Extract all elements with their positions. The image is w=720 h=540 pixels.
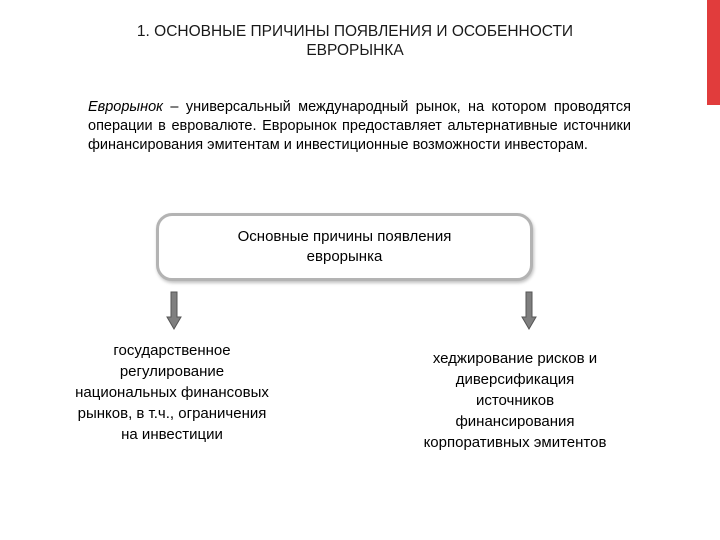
branch-right-line: хеджирование рисков и: [432, 350, 598, 367]
branch-left-line: государственное: [113, 342, 231, 359]
branch-right-line: корпоративных эмитентов: [423, 434, 607, 451]
branch-left-line: на инвестиции: [121, 426, 223, 443]
definition-paragraph: [88, 98, 631, 155]
reasons-box: [156, 213, 533, 281]
branch-right-line: финансирования: [455, 413, 575, 430]
down-arrow-icon: [520, 291, 538, 331]
branch-left-text: [52, 340, 292, 445]
definition-text: – универсальный международный рынок, на котором проводятся операции в евровалюте. Еврорынок предоставляет альтернативные источники финансирования эмитентам и инвестиционные возможности инвесторам.: [88, 99, 631, 153]
branch-left-line: рынков, в т.ч., ограничения: [77, 405, 267, 422]
slide-title: [60, 22, 650, 60]
accent-bar: [707, 0, 720, 105]
down-arrow-icon: [165, 291, 183, 331]
branch-left-line: регулирование: [119, 363, 225, 380]
definition-term: Еврорынок: [88, 99, 163, 115]
reasons-box-line-1: Основные причины появления: [237, 228, 452, 245]
branch-right-line: диверсификация: [455, 371, 575, 388]
title-line-2: ЕВРОРЫНКА: [306, 42, 404, 59]
reasons-box-line-2: еврорынка: [306, 248, 383, 265]
branch-left-line: национальных финансовых: [75, 384, 269, 401]
title-line-1: 1. ОСНОВНЫЕ ПРИЧИНЫ ПОЯВЛЕНИЯ И ОСОБЕННОСТИ: [136, 23, 574, 40]
branch-right-text: [395, 348, 635, 453]
branch-right-line: источников: [475, 392, 555, 409]
